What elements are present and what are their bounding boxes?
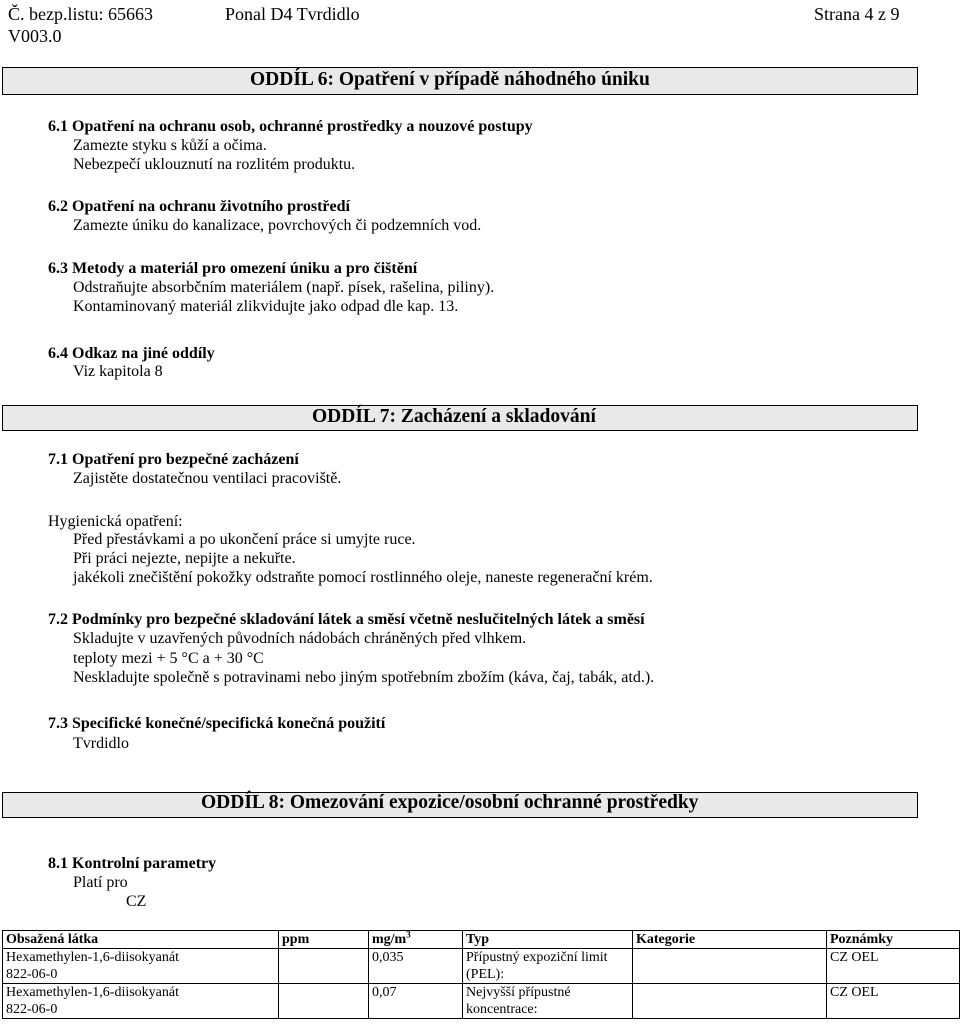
- substance-name: Hexamethylen-1,6-diisokyanát: [6, 985, 180, 1000]
- substance-cas: 822-06-0: [6, 967, 58, 982]
- section-7-2-heading: 7.2 Podmínky pro bezpečné skladování látek a směsí včetně neslučitelných látek a směsí: [48, 611, 645, 628]
- cell-category: [633, 984, 827, 1019]
- section-8-1-heading: 8.1 Kontrolní parametry: [48, 855, 217, 872]
- section-7-2-line: teploty mezi + 5 °C a + 30 °C: [73, 650, 264, 667]
- col-header-mgm3: [369, 931, 463, 949]
- hygiene-label: Hygienická opatření:: [48, 513, 183, 530]
- mgm3-label: mg/m: [372, 932, 407, 947]
- section-6-title: ODDÍL 6: Opatření v případě náhodného úniku: [250, 69, 650, 90]
- hygiene-line: Při práci nejezte, nepijte a nekuřte.: [73, 550, 296, 567]
- substance-cas: 822-06-0: [6, 1002, 58, 1017]
- section-6-2-heading: 6.2 Opatření na ochranu životního prostředí: [48, 198, 350, 215]
- exposure-limits-table: [2, 930, 960, 1019]
- col-header-type: Typ: [463, 931, 633, 949]
- col-header-ppm: ppm: [279, 931, 369, 949]
- section-7-3-heading: 7.3 Specifické konečné/specifická konečná použití: [48, 715, 386, 732]
- cell-ppm: [279, 949, 369, 984]
- type-line: koncentrace:: [466, 1002, 538, 1017]
- cell-notes: CZ OEL: [827, 949, 960, 984]
- section-7-1-line: Zajistěte dostatečnou ventilaci pracoviště.: [73, 470, 342, 487]
- doc-number: Č. bezp.listu: 65663: [8, 4, 153, 24]
- product-name: Ponal D4 Tvrdidlo: [225, 4, 360, 24]
- cell-category: [633, 949, 827, 984]
- section-7-3-line: Tvrdidlo: [73, 735, 129, 752]
- section-6-3-line: Kontaminovaný materiál zlikvidujte jako odpad dle kap. 13.: [73, 298, 459, 315]
- section-7-2-line: Skladujte v uzavřených původních nádobách chráněných před vlhkem.: [73, 630, 527, 647]
- substance-name: Hexamethylen-1,6-diisokyanát: [6, 950, 180, 965]
- section-6-1-line: Zamezte styku s kůží a očima.: [73, 137, 267, 154]
- col-header-substance: Obsažená látka: [3, 931, 279, 949]
- page-number: Strana 4 z 9: [814, 4, 900, 24]
- doc-version: V003.0: [8, 26, 62, 46]
- cell-ppm: [279, 984, 369, 1019]
- table-row: [3, 984, 960, 1019]
- applies-label: Platí pro: [73, 874, 128, 891]
- section-6-4-heading: 6.4 Odkaz na jiné oddíly: [48, 345, 215, 362]
- cell-mgm3: 0,035: [369, 949, 463, 984]
- country-code: CZ: [126, 893, 147, 910]
- cell-type: [463, 984, 633, 1019]
- hygiene-line: jakékoli znečištění pokožky odstraňte pomocí rostlinného oleje, naneste regenerační krém.: [73, 569, 653, 586]
- hygiene-line: Před přestávkami a po ukončení práce si umyjte ruce.: [73, 531, 416, 548]
- section-8-title: ODDÍL 8: Omezování expozice/osobní ochranné prostředky: [201, 792, 699, 813]
- col-header-notes: Poznámky: [827, 931, 960, 949]
- type-line: Nejvyšší přípustné: [466, 985, 571, 1000]
- cell-type: [463, 949, 633, 984]
- table-header-row: [3, 931, 960, 949]
- type-line: (PEL):: [466, 967, 505, 982]
- table-row: [3, 949, 960, 984]
- cell-substance: [3, 984, 279, 1019]
- section-6-1-heading: 6.1 Opatření na ochranu osob, ochranné prostředky a nouzové postupy: [48, 118, 533, 135]
- section-7-2-line: Neskladujte společně s potravinami nebo jiným spotřebním zbožím (káva, čaj, tabák, atd.).: [73, 669, 655, 686]
- section-6-2-line: Zamezte úniku do kanalizace, povrchových či podzemních vod.: [73, 217, 482, 234]
- cell-substance: [3, 949, 279, 984]
- section-7-title: ODDÍL 7: Zacházení a skladování: [312, 406, 596, 427]
- col-header-category: Kategorie: [633, 931, 827, 949]
- section-6-3-line: Odstraňujte absorbčním materiálem (např. písek, rašelina, piliny).: [73, 279, 495, 296]
- section-6-3-heading: 6.3 Metody a materiál pro omezení úniku a pro čištění: [48, 260, 418, 277]
- cell-notes: CZ OEL: [827, 984, 960, 1019]
- section-6-4-line: Viz kapitola 8: [73, 363, 163, 380]
- mgm3-superscript: 3: [406, 929, 411, 940]
- section-7-1-heading: 7.1 Opatření pro bezpečné zacházení: [48, 451, 299, 468]
- type-line: Přípustný expoziční limit: [466, 950, 608, 965]
- section-6-1-line: Nebezpečí uklouznutí na rozlitém produktu.: [73, 156, 356, 173]
- cell-mgm3: 0,07: [369, 984, 463, 1019]
